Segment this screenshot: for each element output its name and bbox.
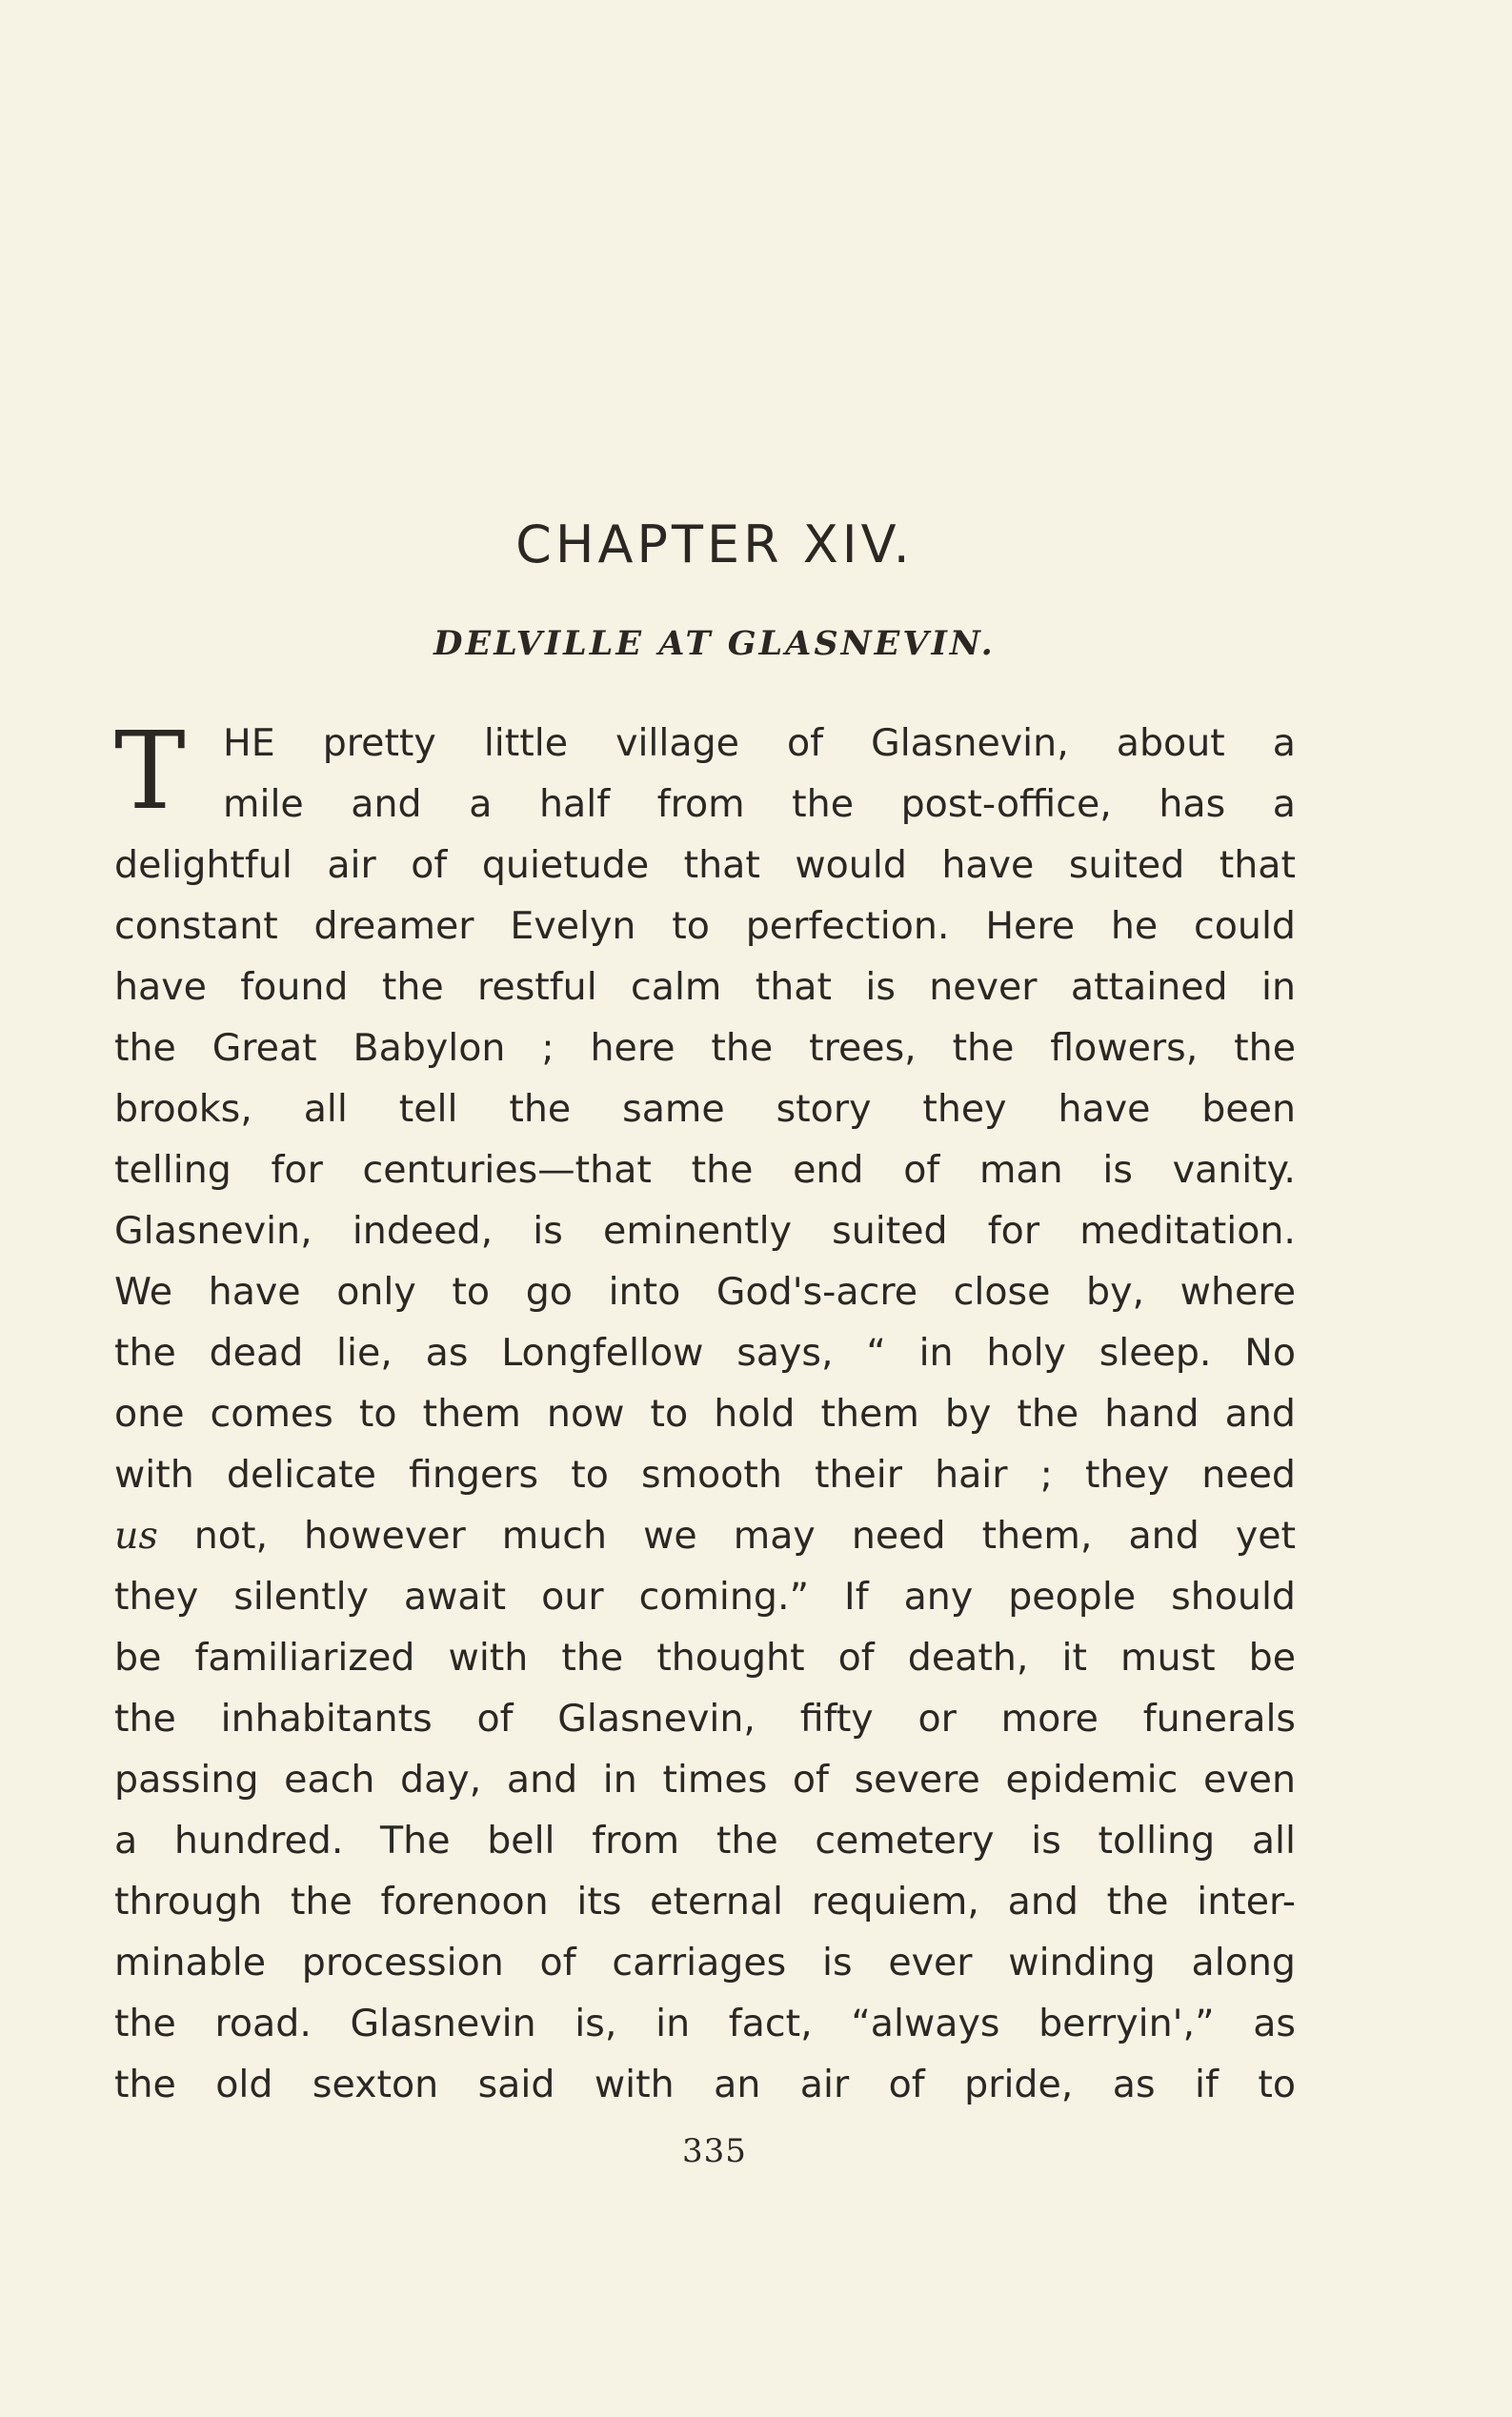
drop-cap-letter: T [114, 710, 186, 834]
text-line: be familiarized with the thought of death, it must be [114, 1636, 1296, 1680]
text-line: the old sexton said with an air of pride, as if to [114, 2063, 1296, 2106]
text-line: with delicate fingers to smooth their hair ; they need [114, 1453, 1296, 1497]
text-line: a hundred. The bell from the cemetery is tolling all [114, 1819, 1296, 1863]
chapter-heading: CHAPTER XIV. [515, 514, 914, 574]
text-line-with-italic [114, 1505, 1296, 1566]
page-number: 335 [682, 2132, 747, 2170]
text-line: the dead lie, as Longfellow says, “ in holy sleep. No [114, 1331, 1296, 1375]
text-line-rest: not, however much we may need them, and yet [157, 1514, 1296, 1558]
body-paragraph [114, 710, 1296, 2115]
text-line: passing each day, and in times of severe epidemic even [114, 1758, 1296, 1802]
text-line: We have only to go into God's-acre close by, where [114, 1270, 1296, 1314]
text-line: the Great Babylon ; here the trees, the flowers, the [114, 1026, 1296, 1070]
italic-word: us [114, 1514, 158, 1558]
text-line: through the forenoon its eternal requiem, and the inter- [114, 1880, 1296, 1924]
text-line: one comes to them now to hold them by the hand and [114, 1392, 1296, 1436]
text-line: the road. Glasnevin is, in fact, “always berryin',” as [114, 2002, 1296, 2045]
text-line: mile and a half from the post-office, has a [223, 782, 1296, 826]
text-line: have found the restful calm that is never attained in [114, 965, 1296, 1009]
text-line: Glasnevin, indeed, is eminently suited for meditation. [114, 1209, 1296, 1253]
text-line: brooks, all tell the same story they have been [114, 1087, 1296, 1131]
text-line: HE pretty little village of Glasnevin, about a [223, 721, 1296, 765]
text-line: minable procession of carriages is ever winding along [114, 1941, 1296, 1984]
text-line: constant dreamer Evelyn to perfection. Here he could [114, 904, 1296, 948]
chapter-title: DELVILLE AT GLASNEVIN. [433, 624, 996, 663]
text-line: delightful air of quietude that would have suited that [114, 843, 1296, 887]
text-line: they silently await our coming.” If any people should [114, 1575, 1296, 1619]
text-line: telling for centuries—that the end of man is vanity. [114, 1148, 1296, 1192]
text-line: the inhabitants of Glasnevin, fifty or more funerals [114, 1697, 1296, 1741]
